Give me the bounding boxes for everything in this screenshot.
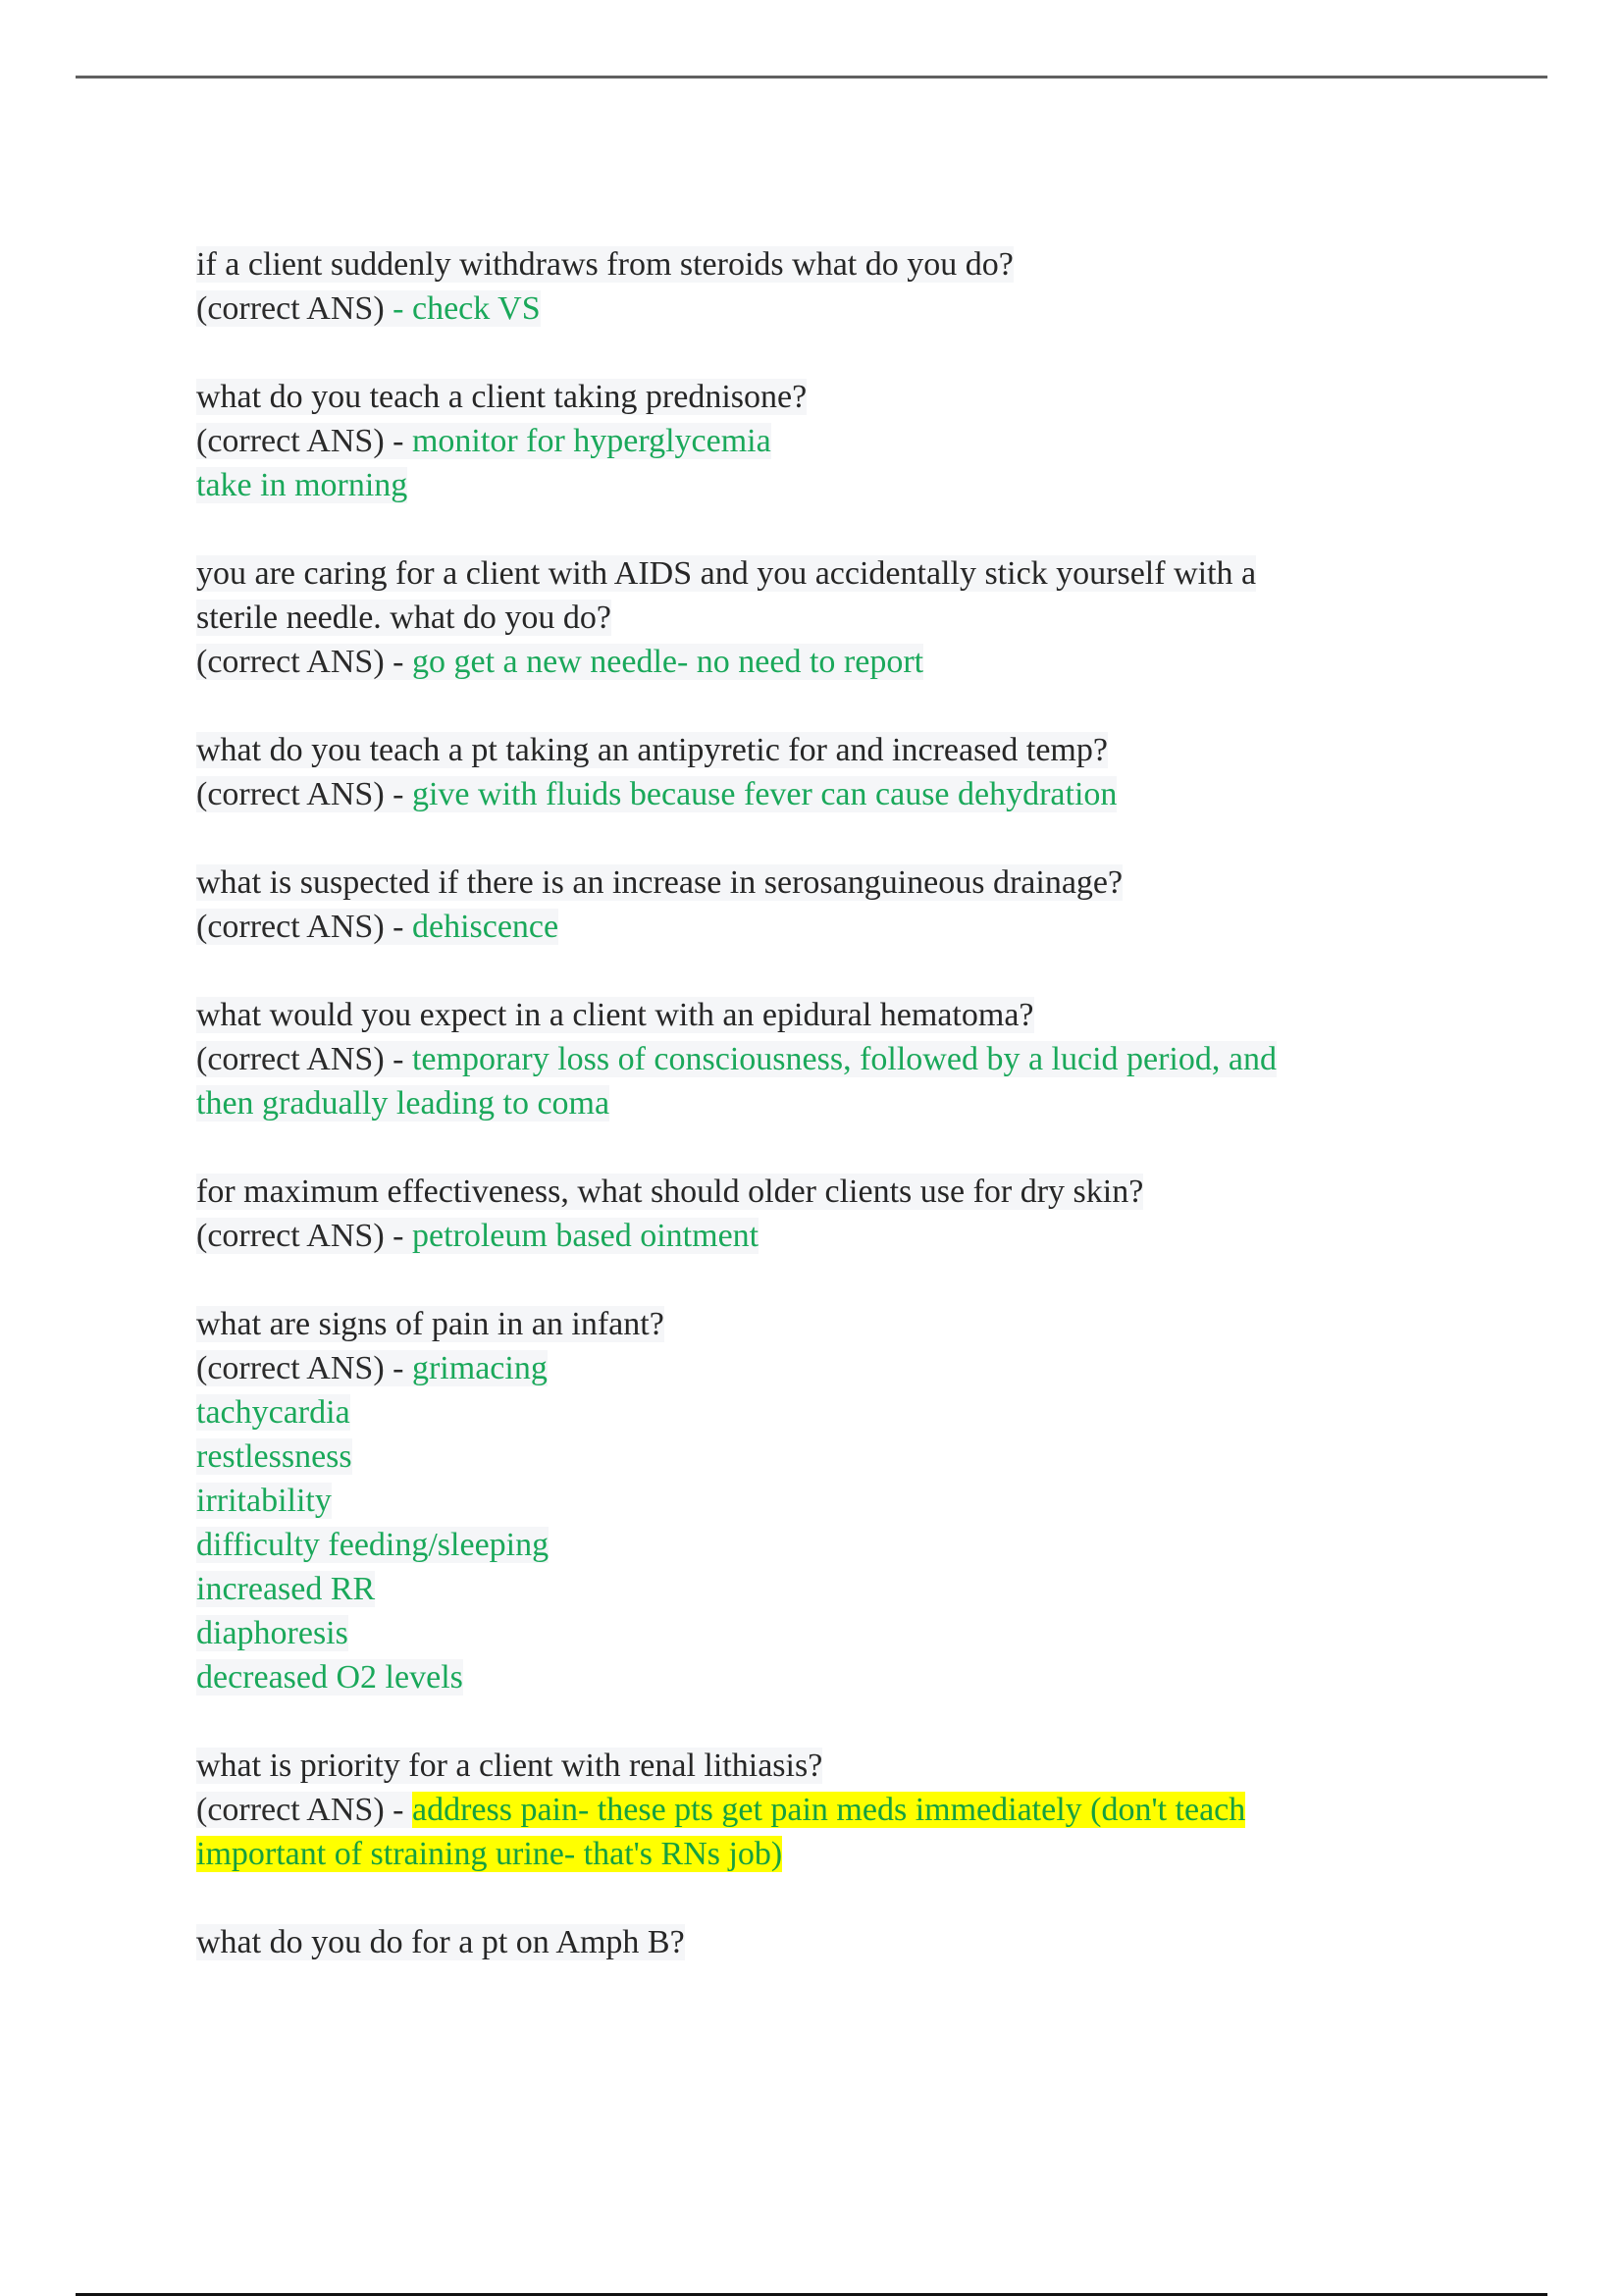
answer-text: give with fluids because fever can cause dehydration xyxy=(411,776,1118,812)
question-text: what do you teach a pt taking an antipyretic for and increased temp? xyxy=(196,732,1108,768)
qa-item xyxy=(196,242,1462,331)
qa-item xyxy=(196,1302,1462,1699)
answer-separator: - xyxy=(384,423,412,459)
top-rule xyxy=(76,76,1547,78)
answer-list-item: tachycardia xyxy=(196,1394,350,1431)
answer-text: temporary loss of consciousness, followed by a lucid period, and xyxy=(411,1041,1277,1077)
answer-separator: - xyxy=(384,1792,412,1828)
question-text: you are caring for a client with AIDS and you accidentally stick yourself with a xyxy=(196,555,1257,592)
answer-prefix: (correct ANS) xyxy=(196,909,385,945)
qa-item xyxy=(196,861,1462,949)
answer-prefix: (correct ANS) xyxy=(196,290,385,327)
answer-prefix: (correct ANS) xyxy=(196,1041,385,1077)
answer-text: dehiscence xyxy=(411,909,559,945)
qa-item xyxy=(196,728,1462,816)
answer-separator: - xyxy=(384,909,412,945)
answer-text: check VS xyxy=(411,290,541,327)
answer-prefix: (correct ANS) xyxy=(196,423,385,459)
qa-item-highlighted xyxy=(196,1744,1462,1876)
answer-separator: - xyxy=(384,290,412,327)
question-text: what do you teach a client taking prednisone? xyxy=(196,379,808,415)
question-text: what do you do for a pt on Amph B? xyxy=(196,1924,685,1960)
question-text: what would you expect in a client with an epidural hematoma? xyxy=(196,997,1034,1033)
answer-text-continued: then gradually leading to coma xyxy=(196,1085,610,1122)
answer-list-item: difficulty feeding/sleeping xyxy=(196,1527,550,1563)
answer-list-item: decreased O2 levels xyxy=(196,1659,463,1696)
highlighted-answer-text-continued: important of straining urine- that's RNs job) xyxy=(196,1836,783,1872)
answer-list-item: increased RR xyxy=(196,1571,376,1607)
answer-text: monitor for hyperglycemia xyxy=(411,423,771,459)
qa-item xyxy=(196,993,1462,1125)
answer-text: grimacing xyxy=(411,1350,548,1386)
question-text: if a client suddenly withdraws from steroids what do you do? xyxy=(196,246,1014,283)
answer-list-item: irritability xyxy=(196,1483,332,1519)
document-body xyxy=(196,242,1462,2009)
question-text: for maximum effectiveness, what should older clients use for dry skin? xyxy=(196,1174,1144,1210)
qa-item xyxy=(196,375,1462,507)
qa-item xyxy=(196,1920,1462,1964)
answer-separator: - xyxy=(384,644,412,680)
answer-separator: - xyxy=(384,776,412,812)
question-text-continued: sterile needle. what do you do? xyxy=(196,600,611,636)
highlighted-answer-text: address pain- these pts get pain meds immediately (don't teach xyxy=(411,1792,1246,1828)
question-text: what is priority for a client with renal lithiasis? xyxy=(196,1748,823,1784)
answer-list-item: diaphoresis xyxy=(196,1615,348,1651)
answer-text-continued: take in morning xyxy=(196,467,408,503)
answer-separator: - xyxy=(384,1350,412,1386)
answer-prefix: (correct ANS) xyxy=(196,1350,385,1386)
qa-item xyxy=(196,1170,1462,1258)
answer-list-item: restlessness xyxy=(196,1438,352,1475)
answer-separator: - xyxy=(384,1041,412,1077)
answer-prefix: (correct ANS) xyxy=(196,776,385,812)
qa-item xyxy=(196,551,1462,684)
answer-prefix: (correct ANS) xyxy=(196,644,385,680)
question-text: what are signs of pain in an infant? xyxy=(196,1306,664,1342)
answer-prefix: (correct ANS) xyxy=(196,1792,385,1828)
answer-prefix: (correct ANS) xyxy=(196,1218,385,1254)
question-text: what is suspected if there is an increase in serosanguineous drainage? xyxy=(196,864,1124,901)
answer-text: go get a new needle- no need to report xyxy=(411,644,924,680)
answer-text: petroleum based ointment xyxy=(411,1218,759,1254)
answer-separator: - xyxy=(384,1218,412,1254)
